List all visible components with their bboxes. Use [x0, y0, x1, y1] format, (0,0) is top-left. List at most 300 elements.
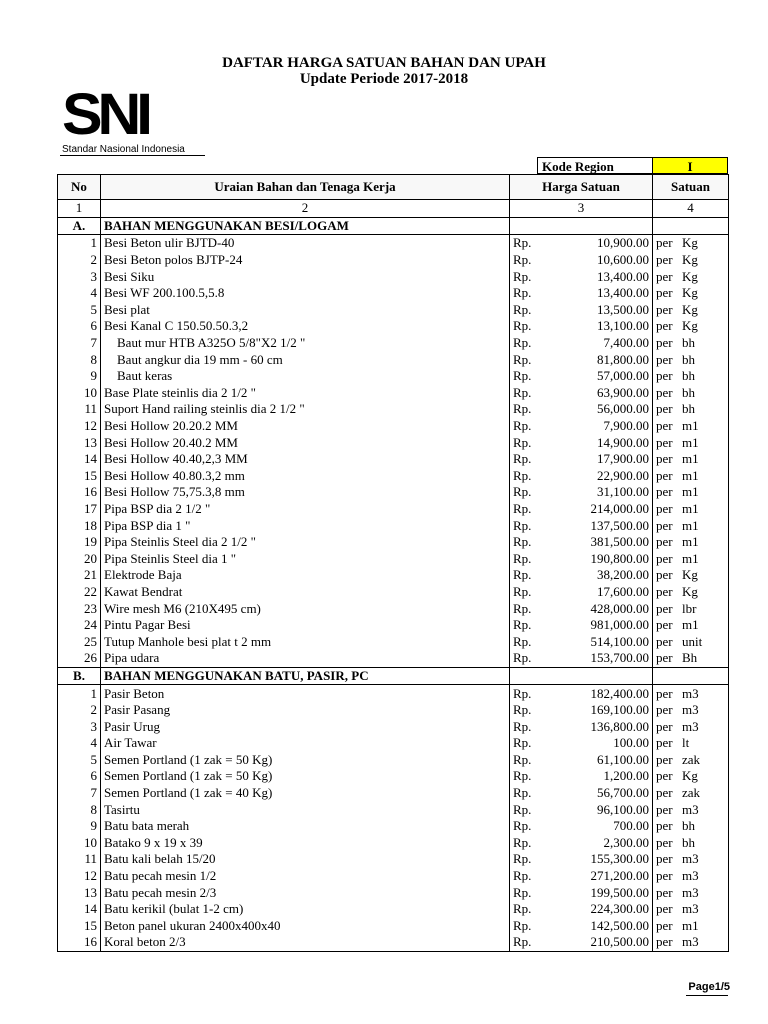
table-row — [58, 650, 729, 667]
row-price: 38,200.00 — [548, 567, 653, 584]
row-unit — [653, 752, 729, 769]
row-unit-value: lbr — [682, 600, 697, 616]
row-price: 142,500.00 — [548, 918, 653, 935]
row-unit-value: bh — [682, 401, 695, 417]
row-currency: Rp. — [510, 534, 548, 551]
row-description: Beton panel ukuran 2400x400x40 — [101, 918, 510, 935]
row-unit-per: per — [656, 868, 673, 884]
column-header-description: Uraian Bahan dan Tenaga Kerja — [101, 175, 510, 200]
row-description: Besi Hollow 40.40,2,3 MM — [101, 451, 510, 468]
row-unit-per: per — [656, 801, 673, 817]
row-unit-value: zak — [682, 751, 701, 767]
row-number: 15 — [58, 468, 101, 485]
row-description: Pipa BSP dia 1 " — [101, 517, 510, 534]
row-unit-per: per — [656, 917, 673, 933]
row-currency: Rp. — [510, 268, 548, 285]
row-description: Semen Portland (1 zak = 50 Kg) — [101, 768, 510, 785]
section-code: B. — [58, 667, 101, 685]
sni-logo-caption: Standar Nasional Indonesia — [62, 144, 185, 155]
row-unit-per: per — [656, 884, 673, 900]
row-price: 10,900.00 — [548, 235, 653, 252]
row-number: 16 — [58, 934, 101, 951]
row-number: 9 — [58, 818, 101, 835]
row-unit-value: m1 — [682, 418, 699, 434]
row-description: Pasir Beton — [101, 685, 510, 702]
row-description: Suport Hand railing steinlis dia 2 1/2 " — [101, 401, 510, 418]
row-unit — [653, 735, 729, 752]
row-description: Kawat Bendrat — [101, 584, 510, 601]
table-row — [58, 768, 729, 785]
row-number: 26 — [58, 650, 101, 667]
row-unit — [653, 567, 729, 584]
row-number: 7 — [58, 785, 101, 802]
row-unit-per: per — [656, 384, 673, 400]
row-unit-per: per — [656, 434, 673, 450]
row-number: 20 — [58, 550, 101, 567]
row-price: 1,200.00 — [548, 768, 653, 785]
row-number: 1 — [58, 685, 101, 702]
row-description: Pipa Steinlis Steel dia 1 " — [101, 550, 510, 567]
row-unit-per: per — [656, 467, 673, 483]
row-price: 514,100.00 — [548, 633, 653, 650]
row-currency: Rp. — [510, 567, 548, 584]
row-description: Batu kerikil (bulat 1-2 cm) — [101, 901, 510, 918]
row-price: 190,800.00 — [548, 550, 653, 567]
table-row — [58, 368, 729, 385]
table-row — [58, 534, 729, 551]
row-number: 8 — [58, 801, 101, 818]
row-number: 21 — [58, 567, 101, 584]
column-header-no: No — [58, 175, 101, 200]
row-currency: Rp. — [510, 434, 548, 451]
row-currency: Rp. — [510, 368, 548, 385]
row-description: Pipa udara — [101, 650, 510, 667]
row-unit-per: per — [656, 685, 673, 701]
row-price: 81,800.00 — [548, 351, 653, 368]
row-price: 57,000.00 — [548, 368, 653, 385]
table-row — [58, 517, 729, 534]
row-description: Batu pecah mesin 2/3 — [101, 884, 510, 901]
row-unit-value: Kg — [682, 252, 698, 268]
row-currency: Rp. — [510, 600, 548, 617]
row-currency: Rp. — [510, 934, 548, 951]
row-price: 7,900.00 — [548, 418, 653, 435]
table-row — [58, 567, 729, 584]
row-unit — [653, 484, 729, 501]
row-number: 14 — [58, 901, 101, 918]
row-price: 7,400.00 — [548, 335, 653, 352]
row-currency: Rp. — [510, 718, 548, 735]
page-number: Page1/5 — [688, 981, 730, 993]
row-unit-value: bh — [682, 351, 695, 367]
row-price: 31,100.00 — [548, 484, 653, 501]
row-description: Koral beton 2/3 — [101, 934, 510, 951]
row-number: 18 — [58, 517, 101, 534]
region-code-label: Kode Region — [537, 157, 653, 174]
table-row — [58, 752, 729, 769]
row-currency: Rp. — [510, 468, 548, 485]
row-price: 224,300.00 — [548, 901, 653, 918]
row-description: Baut mur HTB A325O 5/8"X2 1/2 " — [101, 335, 510, 352]
row-unit — [653, 702, 729, 719]
row-price: 136,800.00 — [548, 718, 653, 735]
table-row — [58, 600, 729, 617]
row-unit — [653, 418, 729, 435]
row-unit-per: per — [656, 268, 673, 284]
table-row — [58, 835, 729, 852]
row-unit-value: m3 — [682, 868, 699, 884]
table-row — [58, 934, 729, 951]
row-unit-per: per — [656, 285, 673, 301]
row-unit-per: per — [656, 418, 673, 434]
row-number: 6 — [58, 768, 101, 785]
row-unit-value: m1 — [682, 617, 699, 633]
row-unit-value: m1 — [682, 534, 699, 550]
table-row — [58, 617, 729, 634]
document-title: DAFTAR HARGA SATUAN BAHAN DAN UPAH — [222, 55, 546, 71]
row-currency: Rp. — [510, 385, 548, 402]
row-unit-value: bh — [682, 834, 695, 850]
section-price-empty — [510, 217, 653, 235]
row-description: Besi Hollow 20.20.2 MM — [101, 418, 510, 435]
table-row — [58, 901, 729, 918]
row-unit-value: Kg — [682, 301, 698, 317]
row-unit-value: Kg — [682, 285, 698, 301]
row-number: 9 — [58, 368, 101, 385]
row-currency: Rp. — [510, 550, 548, 567]
row-currency: Rp. — [510, 302, 548, 319]
row-number: 10 — [58, 835, 101, 852]
row-unit-per: per — [656, 650, 673, 666]
column-number: 2 — [101, 200, 510, 218]
row-price: 381,500.00 — [548, 534, 653, 551]
row-unit-value: m3 — [682, 702, 699, 718]
row-unit — [653, 302, 729, 319]
row-number: 4 — [58, 735, 101, 752]
table-row — [58, 918, 729, 935]
row-currency: Rp. — [510, 801, 548, 818]
row-unit-value: m1 — [682, 451, 699, 467]
row-unit-value: m3 — [682, 685, 699, 701]
row-unit-value: zak — [682, 785, 701, 801]
row-unit — [653, 851, 729, 868]
row-unit — [653, 451, 729, 468]
row-description: Besi Beton polos BJTP-24 — [101, 252, 510, 269]
table-row — [58, 868, 729, 885]
row-unit-value: Kg — [682, 318, 698, 334]
row-unit — [653, 835, 729, 852]
table-row — [58, 484, 729, 501]
row-currency: Rp. — [510, 685, 548, 702]
table-row — [58, 351, 729, 368]
row-number: 17 — [58, 501, 101, 518]
row-unit-per: per — [656, 785, 673, 801]
row-currency: Rp. — [510, 335, 548, 352]
column-number-row — [58, 200, 729, 218]
table-row — [58, 584, 729, 601]
row-unit — [653, 617, 729, 634]
row-price: 13,100.00 — [548, 318, 653, 335]
row-price: 153,700.00 — [548, 650, 653, 667]
table-row — [58, 318, 729, 335]
row-unit — [653, 252, 729, 269]
row-unit-per: per — [656, 583, 673, 599]
row-currency: Rp. — [510, 650, 548, 667]
row-currency: Rp. — [510, 517, 548, 534]
column-number: 3 — [510, 200, 653, 218]
section-unit-empty — [653, 667, 729, 685]
row-unit — [653, 650, 729, 667]
row-unit-value: Kg — [682, 268, 698, 284]
row-description: Baut angkur dia 19 mm - 60 cm — [101, 351, 510, 368]
row-unit — [653, 318, 729, 335]
section-row — [58, 667, 729, 685]
row-unit — [653, 918, 729, 935]
row-unit-value: lt — [682, 735, 690, 751]
table-row — [58, 401, 729, 418]
row-unit-value: Kg — [682, 235, 698, 251]
section-row — [58, 217, 729, 235]
row-number: 16 — [58, 484, 101, 501]
row-currency: Rp. — [510, 868, 548, 885]
table-row — [58, 235, 729, 252]
row-description: Batu pecah mesin 1/2 — [101, 868, 510, 885]
row-unit-per: per — [656, 252, 673, 268]
table-row — [58, 501, 729, 518]
row-unit — [653, 501, 729, 518]
row-price: 182,400.00 — [548, 685, 653, 702]
row-unit-per: per — [656, 751, 673, 767]
row-number: 2 — [58, 252, 101, 269]
row-currency: Rp. — [510, 617, 548, 634]
row-description: Pasir Urug — [101, 718, 510, 735]
row-unit-per: per — [656, 600, 673, 616]
row-price: 17,600.00 — [548, 584, 653, 601]
row-currency: Rp. — [510, 318, 548, 335]
row-number: 3 — [58, 718, 101, 735]
table-row — [58, 851, 729, 868]
row-currency: Rp. — [510, 285, 548, 302]
row-description: Pasir Pasang — [101, 702, 510, 719]
row-unit-per: per — [656, 451, 673, 467]
row-description: Elektrode Baja — [101, 567, 510, 584]
row-unit-value: Kg — [682, 583, 698, 599]
row-unit — [653, 901, 729, 918]
row-unit-per: per — [656, 617, 673, 633]
row-number: 19 — [58, 534, 101, 551]
row-unit-value: m3 — [682, 851, 699, 867]
row-unit-value: Kg — [682, 768, 698, 784]
row-unit-value: bh — [682, 384, 695, 400]
table-row — [58, 434, 729, 451]
row-description: Besi Siku — [101, 268, 510, 285]
row-description: Wire mesh M6 (210X495 cm) — [101, 600, 510, 617]
row-unit — [653, 768, 729, 785]
row-price: 700.00 — [548, 818, 653, 835]
row-description: Batu kali belah 15/20 — [101, 851, 510, 868]
table-row — [58, 418, 729, 435]
row-number: 25 — [58, 633, 101, 650]
row-price: 214,000.00 — [548, 501, 653, 518]
row-unit-value: bh — [682, 368, 695, 384]
row-currency: Rp. — [510, 835, 548, 852]
row-unit-per: per — [656, 768, 673, 784]
row-description: Baut keras — [101, 368, 510, 385]
row-unit — [653, 884, 729, 901]
row-description: Besi Beton ulir BJTD-40 — [101, 235, 510, 252]
row-number: 5 — [58, 302, 101, 319]
row-currency: Rp. — [510, 501, 548, 518]
row-price: 210,500.00 — [548, 934, 653, 951]
row-number: 12 — [58, 418, 101, 435]
row-unit — [653, 385, 729, 402]
row-unit — [653, 534, 729, 551]
table-row — [58, 268, 729, 285]
row-unit — [653, 718, 729, 735]
row-unit-per: per — [656, 567, 673, 583]
row-unit-per: per — [656, 335, 673, 351]
row-currency: Rp. — [510, 768, 548, 785]
table-row — [58, 285, 729, 302]
row-description: Besi Kanal C 150.50.50.3,2 — [101, 318, 510, 335]
row-currency: Rp. — [510, 401, 548, 418]
row-number: 5 — [58, 752, 101, 769]
table-row — [58, 718, 729, 735]
row-unit — [653, 685, 729, 702]
section-title: BAHAN MENGGUNAKAN BATU, PASIR, PC — [101, 667, 510, 685]
row-price: 271,200.00 — [548, 868, 653, 885]
row-unit-value: m3 — [682, 934, 699, 950]
price-table — [57, 174, 729, 952]
row-unit-per: per — [656, 401, 673, 417]
row-number: 2 — [58, 702, 101, 719]
row-unit-value: m1 — [682, 517, 699, 533]
section-unit-empty — [653, 217, 729, 235]
document-subtitle: Update Periode 2017-2018 — [299, 71, 469, 87]
page-divider — [686, 995, 728, 996]
table-row — [58, 252, 729, 269]
column-number: 4 — [653, 200, 729, 218]
row-unit-value: m1 — [682, 917, 699, 933]
row-currency: Rp. — [510, 851, 548, 868]
row-unit — [653, 335, 729, 352]
row-unit-value: m1 — [682, 500, 699, 516]
row-description: Semen Portland (1 zak = 40 Kg) — [101, 785, 510, 802]
row-price: 137,500.00 — [548, 517, 653, 534]
row-description: Besi Hollow 20.40.2 MM — [101, 434, 510, 451]
row-number: 6 — [58, 318, 101, 335]
region-code-value: I — [652, 157, 728, 174]
table-row — [58, 451, 729, 468]
row-unit-value: m3 — [682, 884, 699, 900]
row-price: 56,000.00 — [548, 401, 653, 418]
row-currency: Rp. — [510, 484, 548, 501]
row-currency: Rp. — [510, 584, 548, 601]
row-description: Besi Hollow 40.80.3,2 mm — [101, 468, 510, 485]
logo-underline — [60, 155, 205, 156]
row-description: Batako 9 x 19 x 39 — [101, 835, 510, 852]
row-unit — [653, 401, 729, 418]
row-description: Besi plat — [101, 302, 510, 319]
table-row — [58, 735, 729, 752]
row-unit — [653, 268, 729, 285]
row-currency: Rp. — [510, 884, 548, 901]
row-unit-per: per — [656, 834, 673, 850]
row-unit — [653, 468, 729, 485]
row-unit-per: per — [656, 534, 673, 550]
table-row — [58, 785, 729, 802]
row-description: Pintu Pagar Besi — [101, 617, 510, 634]
table-row — [58, 685, 729, 702]
row-price: 100.00 — [548, 735, 653, 752]
table-row — [58, 468, 729, 485]
row-number: 13 — [58, 884, 101, 901]
table-row — [58, 633, 729, 650]
row-unit-per: per — [656, 301, 673, 317]
row-description: Pipa Steinlis Steel dia 2 1/2 " — [101, 534, 510, 551]
row-number: 22 — [58, 584, 101, 601]
row-price: 155,300.00 — [548, 851, 653, 868]
row-price: 10,600.00 — [548, 252, 653, 269]
row-unit-per: per — [656, 735, 673, 751]
row-currency: Rp. — [510, 818, 548, 835]
row-number: 24 — [58, 617, 101, 634]
row-unit-per: per — [656, 818, 673, 834]
row-unit-per: per — [656, 934, 673, 950]
row-description: Air Tawar — [101, 735, 510, 752]
table-row — [58, 385, 729, 402]
row-unit-value: m3 — [682, 801, 699, 817]
row-price: 22,900.00 — [548, 468, 653, 485]
row-unit-per: per — [656, 235, 673, 251]
row-unit — [653, 434, 729, 451]
row-unit-value: m1 — [682, 484, 699, 500]
row-price: 14,900.00 — [548, 434, 653, 451]
row-number: 13 — [58, 434, 101, 451]
row-description: Semen Portland (1 zak = 50 Kg) — [101, 752, 510, 769]
row-currency: Rp. — [510, 418, 548, 435]
row-unit-per: per — [656, 702, 673, 718]
row-unit-value: m3 — [682, 901, 699, 917]
row-price: 96,100.00 — [548, 801, 653, 818]
row-currency: Rp. — [510, 901, 548, 918]
row-number: 10 — [58, 385, 101, 402]
row-currency: Rp. — [510, 633, 548, 650]
row-unit — [653, 633, 729, 650]
row-unit-per: per — [656, 851, 673, 867]
table-row — [58, 801, 729, 818]
row-number: 4 — [58, 285, 101, 302]
row-currency: Rp. — [510, 735, 548, 752]
row-price: 63,900.00 — [548, 385, 653, 402]
row-price: 56,700.00 — [548, 785, 653, 802]
table-row — [58, 302, 729, 319]
row-unit — [653, 368, 729, 385]
column-number: 1 — [58, 200, 101, 218]
row-number: 8 — [58, 351, 101, 368]
row-number: 23 — [58, 600, 101, 617]
row-currency: Rp. — [510, 702, 548, 719]
sni-logo: SNI — [62, 82, 148, 147]
row-unit — [653, 934, 729, 951]
row-number: 1 — [58, 235, 101, 252]
row-description: Tasirtu — [101, 801, 510, 818]
row-price: 13,400.00 — [548, 285, 653, 302]
row-unit — [653, 818, 729, 835]
table-row — [58, 550, 729, 567]
row-unit-value: bh — [682, 818, 695, 834]
row-price: 13,500.00 — [548, 302, 653, 319]
